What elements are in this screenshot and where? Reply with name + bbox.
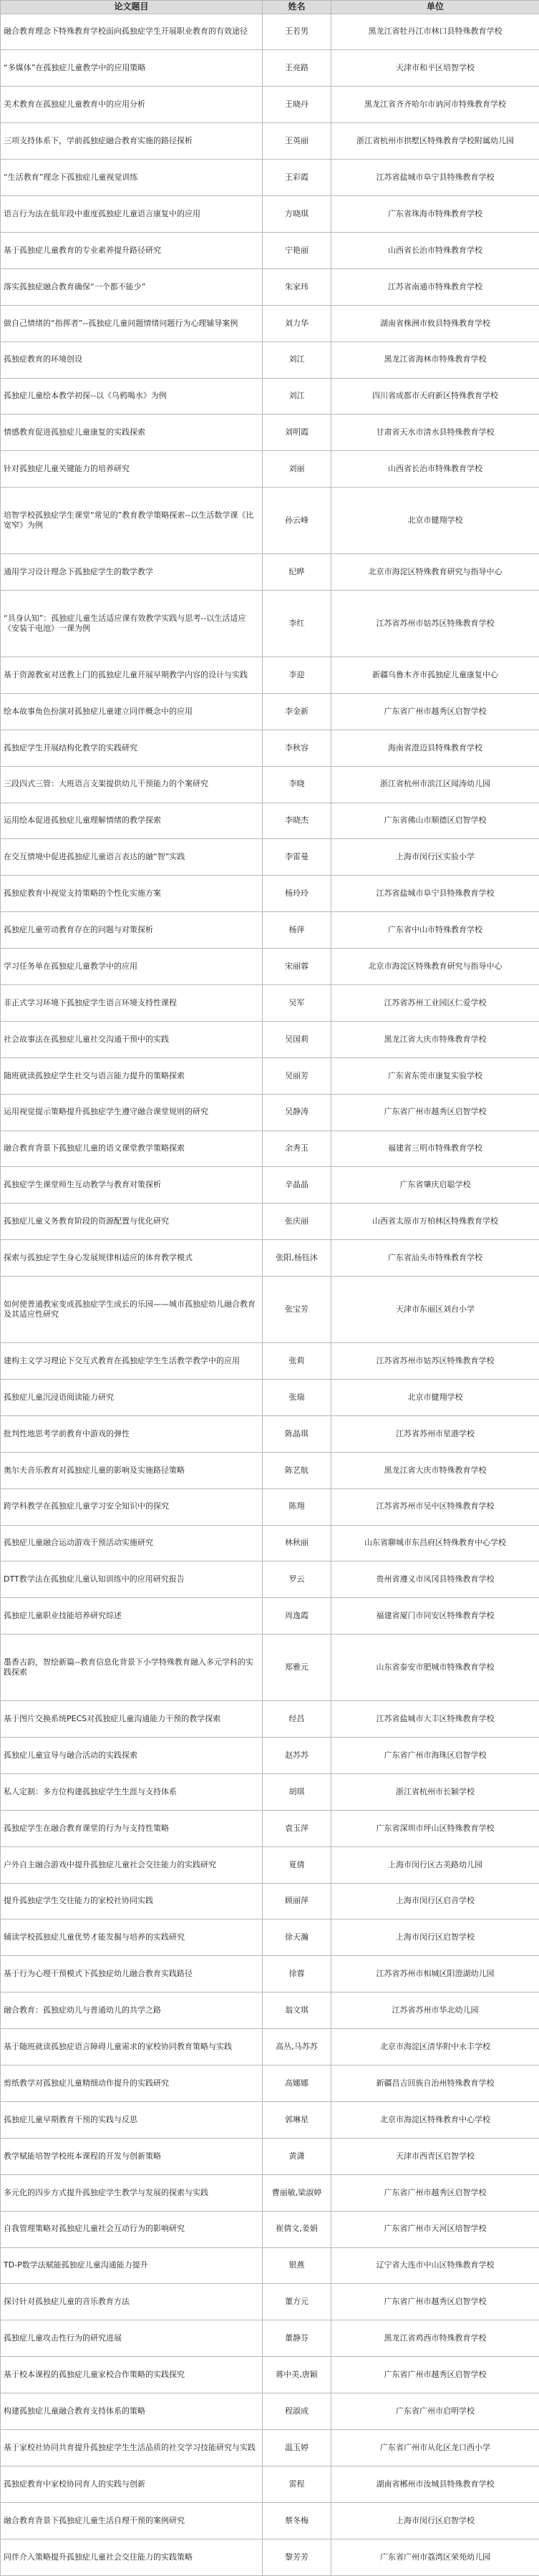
author-name-cell: 吴丽芳 <box>263 1057 331 1094</box>
paper-title-cell: 非正式学习环境下孤独症学生语言环境支持性课程 <box>1 984 263 1021</box>
author-name-cell: 李雷曼 <box>263 839 331 876</box>
table-row <box>1 2502 539 2539</box>
author-name-cell: 吴国莉 <box>263 1021 331 1057</box>
table-row <box>1 876 539 912</box>
paper-title-cell: 基于校本课程的孤独症儿童家校合作策略的实践探究 <box>1 2357 263 2393</box>
table-row <box>1 2247 539 2284</box>
table-row <box>1 1488 539 1525</box>
author-name-cell: 徐天瀚 <box>263 1919 331 1956</box>
paper-title-cell: 做自己情绪的“指挥者”--孤独症儿童问题情绪问题行为心理辅导案例 <box>1 305 263 342</box>
column-header-title: 论文题目 <box>1 1 263 14</box>
table-row <box>1 766 539 803</box>
paper-title-cell: 基于资源教室对送教上门的孤独症儿童开展早期教学内容的设计与实践 <box>1 657 263 693</box>
unit-cell: 上海市闵行区古美路幼儿园 <box>331 1846 539 1883</box>
paper-title-cell: 同伴介入策略提升孤独症儿童社会交往能力的实践策略 <box>1 2539 263 2575</box>
author-name-cell: 刘江 <box>263 378 331 415</box>
table-row <box>1 1204 539 1240</box>
paper-title-cell: 孤独症学生课堂师生互动教学与教育对策探析 <box>1 1167 263 1204</box>
table-header-row <box>1 1 539 14</box>
paper-title-cell: 基于家校社协同共育提升孤独症学生生活品质的社交学习技能研究与实践 <box>1 2429 263 2466</box>
paper-title-cell: 建构主义学习理论下交互式教育在孤独症学生生活教学教学中的应用 <box>1 1343 263 1380</box>
unit-cell: 浙江省杭州市滨江区闻涛幼儿园 <box>331 766 539 803</box>
unit-cell: 江苏省盐城市阜宁县特殊教育学校 <box>331 160 539 196</box>
unit-cell: 上海市闵行区启智学校 <box>331 2502 539 2539</box>
author-name-cell: 袁玉萍 <box>263 1810 331 1846</box>
author-name-cell: 董方元 <box>263 2284 331 2320</box>
author-name-cell: 吴军 <box>263 984 331 1021</box>
author-name-cell: 张庆丽 <box>263 1204 331 1240</box>
author-name-cell: 刘明霞 <box>263 415 331 451</box>
paper-title-cell: 孤独症儿童劳动教育存在的问题与对策探析 <box>1 912 263 949</box>
unit-cell: 广东省广州市从化区龙口西小学 <box>331 2429 539 2466</box>
paper-title-cell: 基于随班就读孤独症语言障碍儿童需求的家校协同教育策略与实践 <box>1 2029 263 2066</box>
paper-title-cell: 融合教育理念下特殊教育学校面向孤独症学生开展职业教育的有效途径 <box>1 14 263 50</box>
paper-title-cell: 探讨针对孤独症儿童的音乐教育方法 <box>1 2284 263 2320</box>
paper-title-cell: 孤独症儿童融合运动游戏干预活动实施研究 <box>1 1525 263 1561</box>
table-row <box>1 1773 539 1810</box>
table-row <box>1 2174 539 2211</box>
table-row <box>1 342 539 378</box>
author-name-cell: 杨萍 <box>263 912 331 949</box>
unit-cell: 广东省广州市启明学校 <box>331 2393 539 2430</box>
table-row <box>1 1525 539 1561</box>
unit-cell: 江苏省苏州市星港学校 <box>331 1415 539 1452</box>
table-row <box>1 1701 539 1738</box>
table-row <box>1 2320 539 2357</box>
unit-cell: 黑龙江省齐齐哈尔市讷河市特殊教育学校 <box>331 87 539 123</box>
author-name-cell: 吴静涛 <box>263 1094 331 1130</box>
paper-title-cell: TD-P数学法赋能孤独症儿童沟通能力提升 <box>1 2247 263 2284</box>
table-row <box>1 1919 539 1956</box>
unit-cell: 上海市闵行区实验小学 <box>331 839 539 876</box>
unit-cell: 山西省太原市万柏林区特殊教育学校 <box>331 1204 539 1240</box>
author-name-cell: 王亮路 <box>263 50 331 87</box>
author-name-cell: 李迎 <box>263 657 331 693</box>
paper-title-cell: 提升孤独症学生交往能力的家校社协同实践 <box>1 1883 263 1919</box>
author-name-cell: 方晓琪 <box>263 196 331 233</box>
table-row <box>1 2429 539 2466</box>
unit-cell: 广东省广州市荔湾区荣苑幼儿园 <box>331 2539 539 2575</box>
author-name-cell: 杨玲玲 <box>263 876 331 912</box>
author-name-cell: 周逸霞 <box>263 1598 331 1635</box>
unit-cell: 广东省广州市越秀区启智学校 <box>331 2357 539 2393</box>
author-name-cell: 孙云峰 <box>263 488 331 554</box>
unit-cell: 北京市健翔学校 <box>331 488 539 554</box>
table-row <box>1 984 539 1021</box>
unit-cell: 江苏省苏州市吴中区特殊教育学校 <box>331 1488 539 1525</box>
unit-cell: 广东省佛山市顺德区启智学校 <box>331 803 539 839</box>
unit-cell: 山东省泰安市肥城市特殊教育学校 <box>331 1635 539 1701</box>
paper-title-cell: 运用视觉提示策略提升孤独症学生遵守融合课堂规则的研究 <box>1 1094 263 1130</box>
unit-cell: 甘肃省天水市清水县特殊教育学校 <box>331 415 539 451</box>
paper-title-cell: 三项支持体系下，学前孤独症融合教育实施的路径探析 <box>1 123 263 160</box>
table-row <box>1 949 539 985</box>
author-name-cell: 李红 <box>263 591 331 657</box>
paper-title-cell: 孤独症儿童沉浸语阅读能力研究 <box>1 1379 263 1415</box>
unit-cell: 浙江省杭州市长颖学校 <box>331 1773 539 1810</box>
paper-title-cell: DTT教学法在孤独症儿童认知训练中的应用研究报告 <box>1 1561 263 1598</box>
author-name-cell: 罗云 <box>263 1561 331 1598</box>
paper-title-cell: 跨学科教学在孤独症儿童学习安全知识中的探究 <box>1 1488 263 1525</box>
table-row <box>1 2029 539 2066</box>
author-name-cell: 黎芳芳 <box>263 2539 331 2575</box>
unit-cell: 上海市闵行区启智学校 <box>331 1919 539 1956</box>
author-name-cell: 夏倩 <box>263 1846 331 1883</box>
table-row <box>1 488 539 554</box>
column-header-name: 姓名 <box>263 1 331 14</box>
paper-title-cell: 落实孤独症融合教育确保“一个都不能少” <box>1 268 263 305</box>
paper-title-cell: 孤独症儿童义务教育阶段的资源配置与优化研究 <box>1 1204 263 1240</box>
unit-cell: 山西省长治市特殊教育学校 <box>331 451 539 488</box>
unit-cell: 福建省厦门市同安区特殊教育学校 <box>331 1598 539 1635</box>
table-row <box>1 305 539 342</box>
table-row <box>1 2138 539 2174</box>
author-name-cell: 张阳,杨钰沐 <box>263 1240 331 1277</box>
unit-cell: 江苏省苏州市华北幼儿园 <box>331 1992 539 2029</box>
author-name-cell: 李秋容 <box>263 730 331 766</box>
table-row <box>1 839 539 876</box>
paper-title-cell: 三段四式三管：大班语言支架提供幼儿干预能力的个案研究 <box>1 766 263 803</box>
unit-cell: 江苏省盐城市大丰区特殊教育学校 <box>331 1701 539 1738</box>
author-name-cell: 经昌 <box>263 1701 331 1738</box>
table-row <box>1 2284 539 2320</box>
unit-cell: 山西省长治市特殊教育学校 <box>331 232 539 268</box>
author-name-cell: 顾丽萍 <box>263 1883 331 1919</box>
unit-cell: 江苏省苏州市姑苏区特殊教育学校 <box>331 1343 539 1380</box>
paper-title-cell: 孤独症儿童早期教育干预的实践与反思 <box>1 2101 263 2138</box>
unit-cell: 黑龙江省鸡西市特殊教育学校 <box>331 2320 539 2357</box>
table-row <box>1 2393 539 2430</box>
author-name-cell: 朱家玮 <box>263 268 331 305</box>
paper-title-cell: 美术教育在孤独症儿童教育中的应用分析 <box>1 87 263 123</box>
table-row <box>1 1635 539 1701</box>
author-name-cell: 蔡冬梅 <box>263 2502 331 2539</box>
paper-title-cell: 孤独症儿童职业技能培养研究综述 <box>1 1598 263 1635</box>
table-row <box>1 1415 539 1452</box>
paper-title-cell: 孤独症教育中视觉支持策略的个性化实施方案 <box>1 876 263 912</box>
table-row <box>1 1883 539 1919</box>
unit-cell: 浙江省杭州市拱墅区特殊教育学校附属幼儿园 <box>331 123 539 160</box>
author-name-cell: 崔倩文,姜娟 <box>263 2211 331 2247</box>
unit-cell: 黑龙江省大庆市特殊教育学校 <box>331 1021 539 1057</box>
table-row <box>1 1277 539 1343</box>
unit-cell: 江苏省南通市特殊教育学校 <box>331 268 539 305</box>
author-name-cell: 陈艺航 <box>263 1452 331 1488</box>
table-row <box>1 1167 539 1204</box>
paper-title-cell: 孤独症儿童宣导与融合活动的实践探索 <box>1 1738 263 1774</box>
author-name-cell: 王晓丹 <box>263 87 331 123</box>
author-name-cell: 辛晶晶 <box>263 1167 331 1204</box>
table-row <box>1 2211 539 2247</box>
table-row <box>1 730 539 766</box>
table-row <box>1 268 539 305</box>
author-name-cell: 刘江 <box>263 342 331 378</box>
author-name-cell: 王彩霞 <box>263 160 331 196</box>
unit-cell: 广东省广州市越秀区启智学校 <box>331 693 539 730</box>
unit-cell: 福建省三明市特殊教育学校 <box>331 1130 539 1167</box>
author-name-cell: 银燕 <box>263 2247 331 2284</box>
paper-title-cell: 运用绘本促进孤独症儿童理解情绪的教学探索 <box>1 803 263 839</box>
author-name-cell: 郭琳星 <box>263 2101 331 2138</box>
table-row <box>1 2066 539 2102</box>
author-name-cell: 高丛,马苏苏 <box>263 2029 331 2066</box>
author-name-cell: 胡琪 <box>263 1773 331 1810</box>
unit-cell: 黑龙江省大庆市特殊教育学校 <box>331 1452 539 1488</box>
paper-title-cell: 教学赋能培智学校班本课程的开发与创新策略 <box>1 2138 263 2174</box>
paper-title-cell: 针对孤独症儿童关键能力的培养研究 <box>1 451 263 488</box>
unit-cell: 上海市闵行区启音学校 <box>331 1883 539 1919</box>
unit-cell: 广东省广州市越秀区启智学校 <box>331 2284 539 2320</box>
table-row <box>1 451 539 488</box>
table-row <box>1 1561 539 1598</box>
paper-title-cell: 社会故事法在孤独症儿童社交沟通干预中的实践 <box>1 1021 263 1057</box>
author-name-cell: 宁艳丽 <box>263 232 331 268</box>
table-row <box>1 1810 539 1846</box>
author-name-cell: 王英丽 <box>263 123 331 160</box>
table-row <box>1 2357 539 2393</box>
author-name-cell: 翁文琪 <box>263 1992 331 2029</box>
paper-title-cell: 孤独症学生在融合教育课堂的行为与支持性策略 <box>1 1810 263 1846</box>
paper-title-cell: 情感教育促进孤独症儿童康复的实践探索 <box>1 415 263 451</box>
table-row <box>1 87 539 123</box>
author-name-cell: 蒋中美,唐颖 <box>263 2357 331 2393</box>
table-row <box>1 123 539 160</box>
paper-title-cell: 孤独症学生开展结构化教学的实践研究 <box>1 730 263 766</box>
unit-cell: 北京市海淀区清华附中永丰学校 <box>331 2029 539 2066</box>
paper-title-cell: 自我管理策略对孤独症儿童社会互动行为的影响研究 <box>1 2211 263 2247</box>
paper-title-cell: “生活教育”理念下孤独症儿童视觉训练 <box>1 160 263 196</box>
author-name-cell: 赵苏苏 <box>263 1738 331 1774</box>
table-row <box>1 1094 539 1130</box>
paper-title-cell: 绘本故事角色扮演对孤独症儿童建立同伴概念中的应用 <box>1 693 263 730</box>
unit-cell: 广东省东莞市康复实验学校 <box>331 1057 539 1094</box>
paper-title-cell: 辅读学校孤独症儿童优势才能发掘与培养的实践研究 <box>1 1919 263 1956</box>
paper-title-cell: 随班就读孤独症学生社交与语言能力提升的策略探索 <box>1 1057 263 1094</box>
paper-title-cell: 学习任务单在孤独症儿童教学中的应用 <box>1 949 263 985</box>
author-name-cell: 林秋丽 <box>263 1525 331 1561</box>
author-name-cell: 黄潇 <box>263 2138 331 2174</box>
table-row <box>1 196 539 233</box>
unit-cell: 湖南省郴州市汝城县特殊教育学校 <box>331 2466 539 2502</box>
author-name-cell: 徐蓉 <box>263 1956 331 1992</box>
unit-cell: 江苏省盐城市阜宁县特殊教育学校 <box>331 876 539 912</box>
unit-cell: 湖南省株洲市攸县特殊教育学校 <box>331 305 539 342</box>
author-name-cell: 张莉 <box>263 1343 331 1380</box>
author-name-cell: 宋丽蓉 <box>263 949 331 985</box>
column-header-unit: 单位 <box>331 1 539 14</box>
table-row <box>1 2539 539 2575</box>
table-row <box>1 2466 539 2502</box>
author-name-cell: 陈翔 <box>263 1488 331 1525</box>
paper-title-cell: 语言行为法在低年段中重度孤独症儿童语言康复中的应用 <box>1 196 263 233</box>
unit-cell: 天津市西青区启智学校 <box>331 2138 539 2174</box>
table-row <box>1 2101 539 2138</box>
paper-title-cell: 基于孤独症儿童教育的专业素养提升路径研究 <box>1 232 263 268</box>
author-name-cell: 李晓 <box>263 766 331 803</box>
table-row <box>1 1057 539 1094</box>
paper-title-cell: 融合教育：孤独症幼儿与普通幼儿的共学之路 <box>1 1992 263 2029</box>
unit-cell: 江苏省苏州市相城区阳澄湖幼儿园 <box>331 1956 539 1992</box>
table-row <box>1 1956 539 1992</box>
table-row <box>1 50 539 87</box>
table-row <box>1 693 539 730</box>
table-row <box>1 1379 539 1415</box>
unit-cell: 新疆乌鲁木齐市孤独症儿童康复中心 <box>331 657 539 693</box>
paper-title-cell: “多媒体”在孤独症儿童教学中的应用策略 <box>1 50 263 87</box>
table-row <box>1 14 539 50</box>
author-name-cell: 郑雅元 <box>263 1635 331 1701</box>
author-name-cell: 曹丽敏,梁淑婷 <box>263 2174 331 2211</box>
paper-title-cell: 私人定制：多方位构建孤独症学生生涯与支持体系 <box>1 1773 263 1810</box>
unit-cell: 北京市海淀区特殊教育研究与指导中心 <box>331 554 539 591</box>
unit-cell: 辽宁省大连市中山区特殊教育学校 <box>331 2247 539 2284</box>
paper-title-cell: 户外自主融合游戏中提升孤独症儿童社会交往能力的实践研究 <box>1 1846 263 1883</box>
table-row <box>1 160 539 196</box>
paper-title-cell: 剪纸教学对孤独症儿童精细动作提升的实践研究 <box>1 2066 263 2102</box>
table-row <box>1 591 539 657</box>
unit-cell: 海南省澄迈县特殊教育学校 <box>331 730 539 766</box>
table-row <box>1 1343 539 1380</box>
unit-cell: 黑龙江省牡丹江市林口县特殊教育学校 <box>331 14 539 50</box>
paper-title-cell: 探索与孤独症学生身心发展规律相适应的体育教学模式 <box>1 1240 263 1277</box>
author-name-cell: 张瑞 <box>263 1379 331 1415</box>
author-name-cell: 李金新 <box>263 693 331 730</box>
unit-cell: 江苏省苏州市姑苏区特殊教育学校 <box>331 591 539 657</box>
table-row <box>1 657 539 693</box>
paper-title-cell: 孤独症教育中家校协同育人的实践与创新 <box>1 2466 263 2502</box>
unit-cell: 广东省肇庆启聪学校 <box>331 1167 539 1204</box>
paper-title-cell: 如何使普通教室变成孤独症学生成长的乐园——城市孤独症幼儿融合教育及其适应性研究 <box>1 1277 263 1343</box>
table-row <box>1 378 539 415</box>
author-name-cell: 纪晔 <box>263 554 331 591</box>
unit-cell: 北京市海淀区特殊教育研究与指导中心 <box>331 949 539 985</box>
unit-cell: 贵州省遵义市凤冈县特殊教育学校 <box>331 1561 539 1598</box>
table-row <box>1 1452 539 1488</box>
paper-title-cell: 孤独症教育的环境创设 <box>1 342 263 378</box>
unit-cell: 北京市海淀区特殊教育中心学校 <box>331 2101 539 2138</box>
unit-cell: 四川省成都市天府新区特殊教育学校 <box>331 378 539 415</box>
author-name-cell: 张宝芳 <box>263 1277 331 1343</box>
author-name-cell: 刘丽 <box>263 451 331 488</box>
unit-cell: 北京市健翔学校 <box>331 1379 539 1415</box>
author-name-cell: 高娜娜 <box>263 2066 331 2102</box>
unit-cell: 广东省广州市越秀区启智学校 <box>331 2174 539 2211</box>
table-row <box>1 1738 539 1774</box>
paper-title-cell: 通用学习设计理念下孤独症学生的数学教学 <box>1 554 263 591</box>
unit-cell: 广东省深圳市坪山区特殊教育学校 <box>331 1810 539 1846</box>
paper-title-cell: 孤独症儿童绘本教学初探--以《乌鸦喝水》为例 <box>1 378 263 415</box>
author-name-cell: 陈晶琪 <box>263 1415 331 1452</box>
unit-cell: 天津市东丽区刘台小学 <box>331 1277 539 1343</box>
unit-cell: 山东省聊城市东昌府区特殊教育中心学校 <box>331 1525 539 1561</box>
unit-cell: 广东省广州市天河区培智学校 <box>331 2211 539 2247</box>
table-row <box>1 1846 539 1883</box>
paper-title-cell: 基于图片交换系统PECS对孤独症儿童沟通能力干预的教学探索 <box>1 1701 263 1738</box>
unit-cell: 黑龙江省海林市特殊教育学校 <box>331 342 539 378</box>
author-name-cell: 董静芬 <box>263 2320 331 2357</box>
table-row <box>1 912 539 949</box>
paper-title-cell: 融合教育背景下孤独症儿童生活自理干预的案例研究 <box>1 2502 263 2539</box>
unit-cell: 广东省广州市海珠区启智学校 <box>331 1738 539 1774</box>
author-name-cell: 刘力华 <box>263 305 331 342</box>
paper-title-cell: 多元化的四步方式提升孤独症学生教学与发展的探索与实践 <box>1 2174 263 2211</box>
table-row <box>1 1240 539 1277</box>
table-row <box>1 554 539 591</box>
table-row <box>1 1130 539 1167</box>
unit-cell: 广东省珠海市特殊教育学校 <box>331 196 539 233</box>
author-name-cell: 王若男 <box>263 14 331 50</box>
unit-cell: 广东省中山市特殊教育学校 <box>331 912 539 949</box>
unit-cell: 江苏省苏州工业园区仁爱学校 <box>331 984 539 1021</box>
paper-title-cell: 基于行为心理干预模式下孤独症幼儿融合教育实践路径 <box>1 1956 263 1992</box>
unit-cell: 广东省广州市越秀区启智学校 <box>331 1094 539 1130</box>
table-row <box>1 232 539 268</box>
table-row <box>1 1021 539 1057</box>
paper-title-cell: 在交互情境中促进孤独症儿童语言表达的融“智”实践 <box>1 839 263 876</box>
paper-title-cell: 融合教育背景下孤独症儿童的语文课堂教学策略探索 <box>1 1130 263 1167</box>
unit-cell: 天津市和平区培智学校 <box>331 50 539 87</box>
author-name-cell: 雷程 <box>263 2466 331 2502</box>
author-name-cell: 余秀玉 <box>263 1130 331 1167</box>
paper-title-cell: 培智学校孤独症学生课堂“常见的”教育教学策略探索--以生活数学课《比宽窄》为例 <box>1 488 263 554</box>
unit-cell: 新疆昌吉回族自治州特殊教育学校 <box>331 2066 539 2102</box>
author-name-cell: 李晓杰 <box>263 803 331 839</box>
author-name-cell: 温玉婷 <box>263 2429 331 2466</box>
paper-title-cell: 墨香古韵，智绘新篇--教育信息化背景下小学特殊教育融入多元学科的实践探索 <box>1 1635 263 1701</box>
table-row <box>1 415 539 451</box>
unit-cell: 广东省汕头市特殊教育学校 <box>331 1240 539 1277</box>
table-row <box>1 803 539 839</box>
table-row <box>1 1598 539 1635</box>
table-row <box>1 1992 539 2029</box>
paper-title-cell: 奥尔夫音乐教育对孤独症儿童的影响及实施路径策略 <box>1 1452 263 1488</box>
paper-title-cell: “具身认知”：孤独症儿童生活适应课有效教学实践与思考--以生活适应《安装干电池》一课为例 <box>1 591 263 657</box>
author-name-cell: 程淑成 <box>263 2393 331 2430</box>
paper-title-cell: 孤独症儿童攻击性行为的研究进展 <box>1 2320 263 2357</box>
paper-title-cell: 构建孤独症儿童融合教育支持体系的策略 <box>1 2393 263 2430</box>
paper-title-cell: 批判性地思考学前教育中游戏的弹性 <box>1 1415 263 1452</box>
